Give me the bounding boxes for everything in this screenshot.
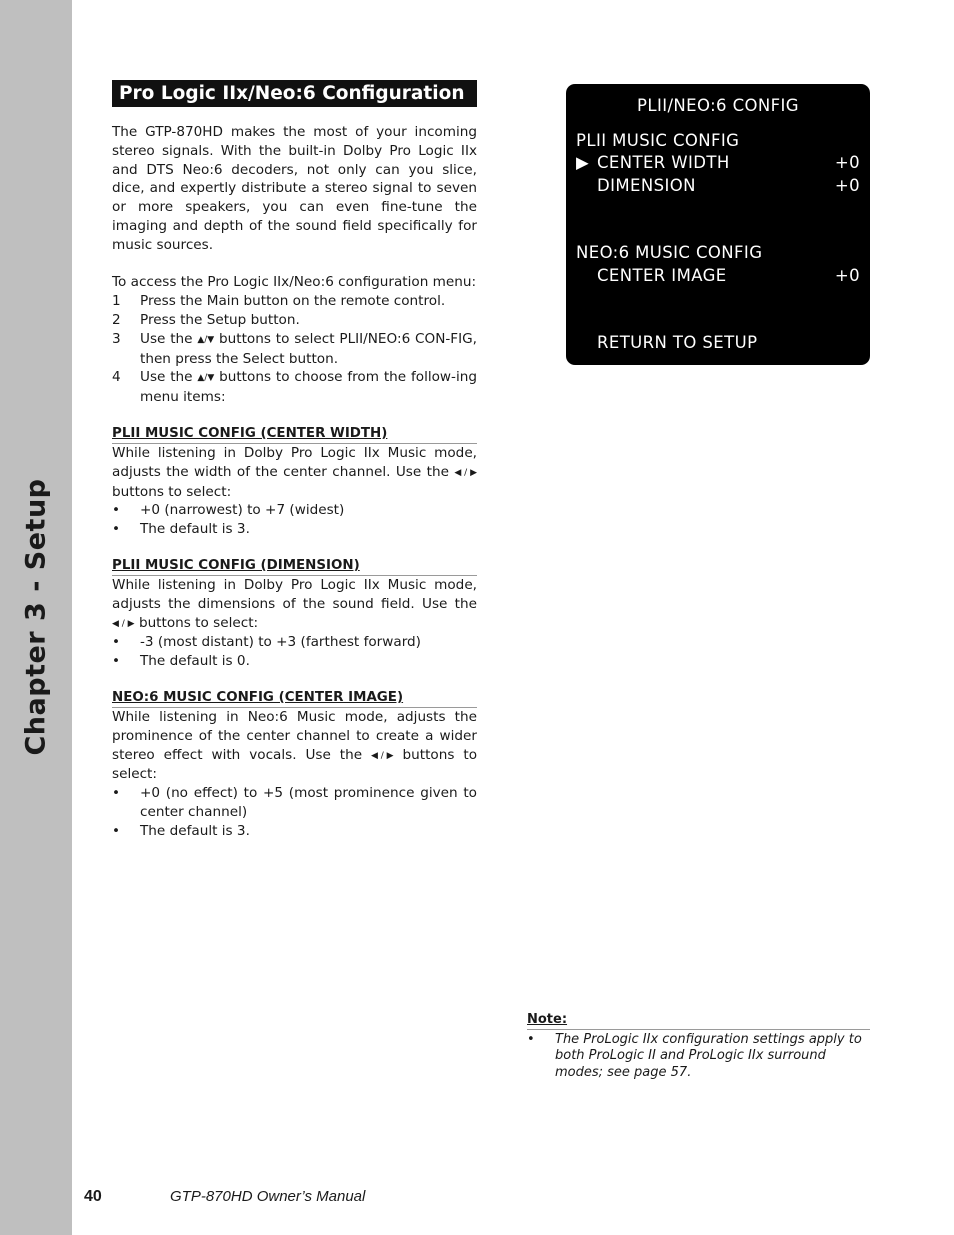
bullet-list	[112, 633, 477, 671]
step-item: 1 Press the Main button on the remote control.	[112, 293, 446, 310]
bullet-list	[112, 784, 477, 840]
osd-item-center-image: CENTER IMAGE +0	[597, 266, 860, 285]
left-right-arrows-icon: ◀ / ▶	[112, 618, 135, 629]
up-down-arrows-icon: ▲/▼	[197, 334, 215, 345]
left-right-arrows-icon: ◀ / ▶	[454, 467, 477, 478]
steps-list	[112, 292, 477, 407]
osd-group-neo6: NEO:6 MUSIC CONFIG	[576, 243, 763, 262]
manual-title: GTP-870HD Owner’s Manual	[170, 1188, 366, 1205]
osd-item-dimension: DIMENSION +0	[597, 176, 860, 195]
bullet-item: • +0 (no effect) to +5 (most prominence given to center channel)	[112, 785, 477, 820]
subsection-text: While listening in Neo:6 Music mode, adjusts the prominence of the center channel to create a wider stereo effect with vocals. Use the ◀ / ▶ buttons to select:	[112, 708, 478, 783]
chapter-label: Chapter 3 - Setup	[20, 478, 52, 756]
bullet-item: • +0 (narrowest) to +7 (widest)	[112, 502, 345, 519]
osd-title: PLII/NEO:6 CONFIG	[637, 96, 799, 115]
bullet-list	[112, 501, 477, 539]
osd-return-to-setup: RETURN TO SETUP	[597, 333, 758, 352]
subsection-text: While listening in Dolby Pro Logic IIx Music mode, adjusts the width of the center channel. Use the ◀ / ▶ buttons to select:	[112, 444, 477, 500]
access-intro: To access the Pro Logic IIx/Neo:6 configuration menu:	[112, 274, 477, 291]
subsection-text: While listening in Dolby Pro Logic IIx Music mode, adjusts the dimensions of the sound field. Use the ◀ / ▶ buttons to select:	[112, 576, 477, 633]
chapter-side-tab	[0, 0, 72, 1235]
osd-menu-screen	[566, 84, 870, 365]
osd-value: +0	[834, 153, 860, 172]
note-item: • The ProLogic IIx configuration settings apply to both ProLogic II and ProLogic IIx surround modes; see page 57.	[527, 1031, 862, 1080]
bullet-item: • The default is 0.	[112, 653, 250, 670]
step-item: 3 Use the ▲/▼ buttons to select PLII/NEO:6 CON-FIG, then press the Select button.	[112, 330, 477, 367]
bullet-item: • The default is 3.	[112, 822, 250, 839]
section-title: Pro Logic IIx/Neo:6 Configuration	[112, 80, 477, 107]
subsection-heading-center-width: PLII MUSIC CONFIG (CENTER WIDTH)	[112, 425, 477, 444]
bullet-item: • The default is 3.	[112, 521, 250, 538]
intro-paragraph: The GTP-870HD makes the most of your incoming stereo signals. With the built-in Dolby Pro Logic IIx and DTS Neo:6 decoders, not only can you slice, dice, and expertly distribute a stereo signal to seven or more speakers, you can even fine-tune the imaging and depth of the sound field specifically for music sources.	[112, 124, 477, 253]
osd-item-center-width: ▶ CENTER WIDTH +0	[576, 153, 860, 172]
subsection-heading-center-image: NEO:6 MUSIC CONFIG (CENTER IMAGE)	[112, 689, 477, 708]
osd-group-plii: PLII MUSIC CONFIG	[576, 131, 740, 150]
note-heading: Note:	[527, 1012, 870, 1030]
bullet-item: • -3 (most distant) to +3 (farthest forward)	[112, 634, 421, 651]
note-box	[527, 1012, 870, 1081]
left-right-arrows-icon: ◀ / ▶	[371, 750, 394, 761]
subsection-heading-dimension: PLII MUSIC CONFIG (DIMENSION)	[112, 557, 477, 576]
step-item: 4 Use the ▲/▼ buttons to choose from the follow-ing menu items:	[112, 369, 477, 406]
page-number: 40	[84, 1188, 102, 1205]
main-column	[112, 80, 477, 841]
step-item: 2 Press the Setup button.	[112, 311, 300, 328]
up-down-arrows-icon: ▲/▼	[197, 373, 215, 384]
osd-value: +0	[834, 176, 860, 195]
osd-value: +0	[834, 266, 860, 285]
cursor-arrow-icon: ▶	[576, 153, 590, 172]
